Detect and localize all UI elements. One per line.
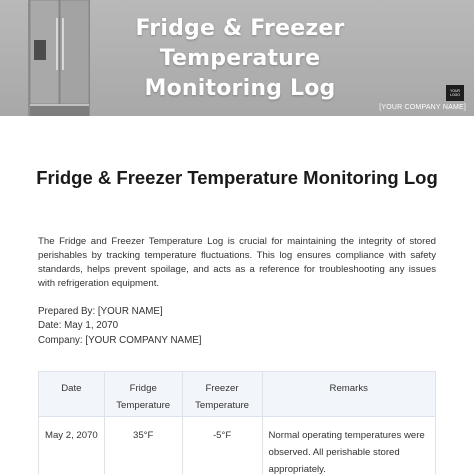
cell-freezer-temperature: -5°F	[182, 417, 262, 474]
header-freezer-temperature	[182, 372, 262, 417]
header-banner	[0, 0, 474, 116]
cell-fridge-temperature: 35°F	[104, 417, 182, 474]
refrigerator-image	[20, 0, 98, 116]
header-fridge-line-1: Fridge	[129, 383, 157, 394]
document-title: Fridge & Freezer Temperature Monitoring Log	[36, 167, 438, 188]
logo-text-line-1: YOUR	[450, 89, 460, 93]
header-fridge-temperature	[104, 372, 182, 417]
header-fridge-line-2: Temperature	[116, 400, 171, 411]
company-line: Company: [YOUR COMPANY NAME]	[38, 335, 202, 346]
logo-text-line-2: LOGO	[450, 93, 460, 97]
banner-title-line-1: Fridge & Freezer	[135, 16, 345, 41]
header-freezer-line-1: Freezer	[205, 383, 239, 394]
table-header-row	[39, 372, 436, 417]
prepared-by: Prepared By: [YOUR NAME]	[38, 306, 163, 317]
header-freezer-line-2: Temperature	[195, 400, 249, 411]
cell-date: May 2, 2070	[39, 417, 105, 474]
header-date: Date	[39, 372, 105, 417]
banner-title	[118, 14, 362, 104]
cell-remarks: Normal operating temperatures were observed. All perishable stored appropriately.	[262, 417, 436, 474]
company-name-tag: [YOUR COMPANY NAME]	[379, 104, 466, 111]
temperature-log-table	[38, 371, 436, 474]
header-remarks: Remarks	[262, 372, 436, 417]
table-row	[39, 417, 436, 474]
intro-paragraph: The Fridge and Freezer Temperature Log is crucial for maintaining the integrity of stored perishables by tracking temperature fluctuations. This log ensures compliance with safety standards, helps prevent spoilage, and acts as a reference for troubleshooting any issues with refrigeration equipment.	[38, 236, 436, 289]
document-date: Date: May 1, 2070	[38, 320, 119, 331]
company-logo	[446, 85, 464, 101]
banner-title-line-2: Temperature	[159, 46, 321, 71]
banner-title-line-3: Monitoring Log	[144, 76, 336, 101]
